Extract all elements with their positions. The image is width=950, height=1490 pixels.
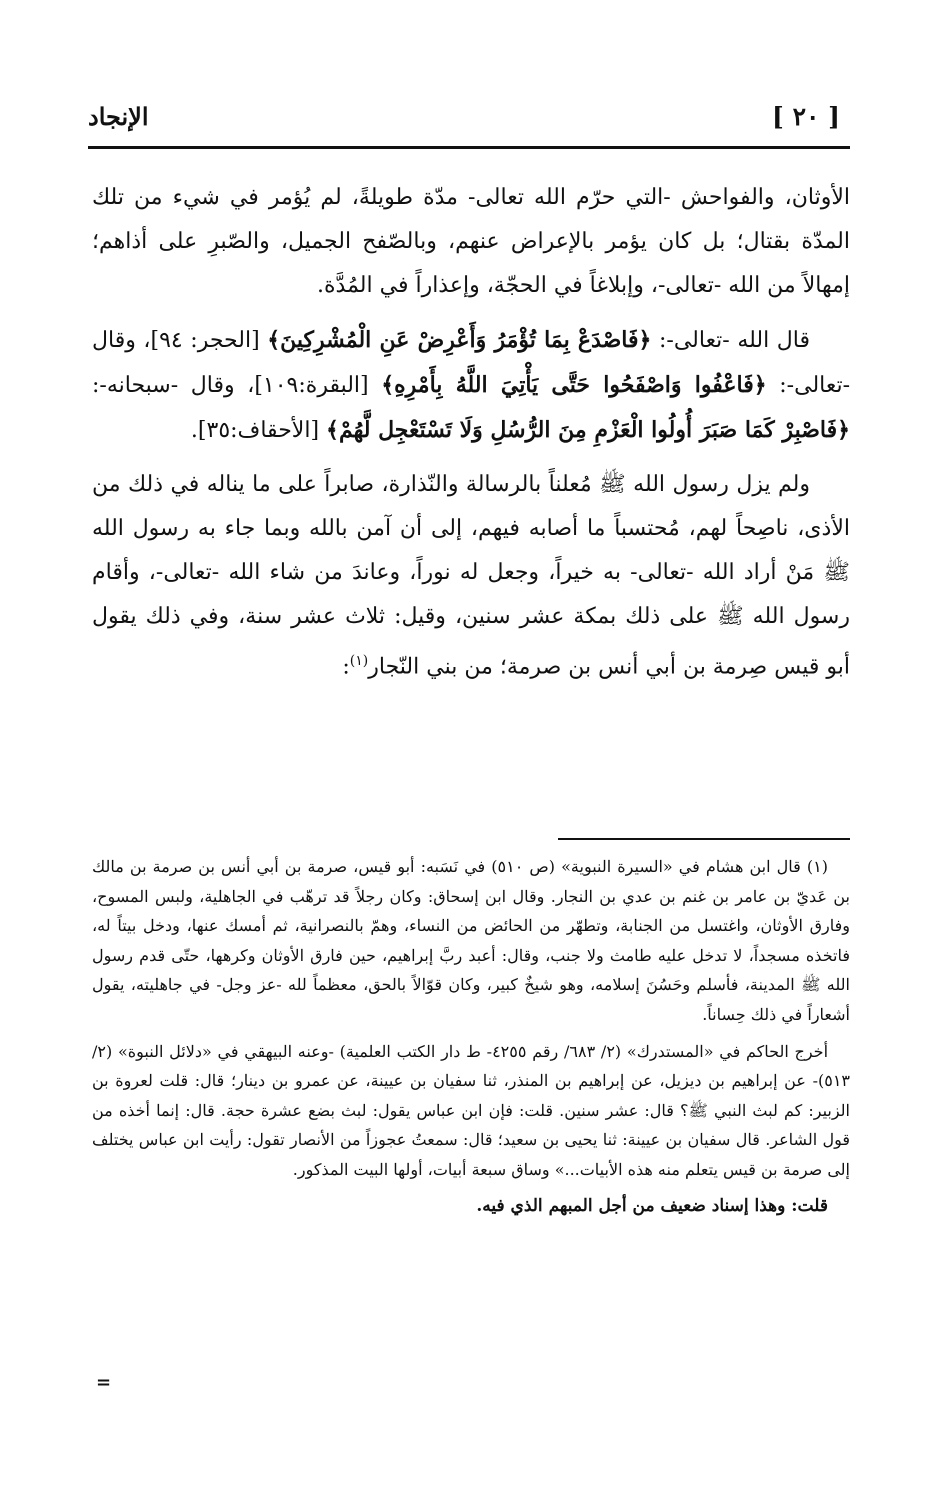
footnote-marker: (١) bbox=[349, 653, 369, 669]
footnote-1: (١) قال ابن هشام في «السيرة النبوية» (ص ٥١٠) في نَسَبه: أبو قيس، صرمة بن أبي أنس بن صرمة بن مالك بن عَديّ بن عامر بن غنم بن عدي بن النجار. وقال ابن إسحاق: وكان رجلاً قد ترهّب في الجاهلية، ولبس المسوح، وفارق الأوثان، واغتسل من الجنابة، وتطهّر من الحائض من النساء، وهمّ بالنصرانية، ثم أمسك عنها، ودخل بيتاً له، فاتخذه مسجداً، لا تدخل عليه طامث ولا جنب، وقال: أعبد ربَّ إبراهيم، حين فارق الأوثان وكرهها، حتّى قدم رسول الله ﷺ المدينة، فأسلم وحَسُنَ إسلامه، وهو شيخٌ كبير، وكان قوّالاً بالحق، معظماً لله -عز وجل- في جاهليته، يقول أشعاراً في ذلك حِساناً. bbox=[92, 857, 851, 1024]
paragraph-quran-verses bbox=[92, 318, 850, 453]
page-header bbox=[88, 100, 850, 146]
main-text bbox=[92, 176, 850, 699]
quran-verse-2: ﴿فَاعْفُوا وَاصْفَحُوا حَتَّى يَأْتِيَ اللَّهُ بِأَمْرِهِ﴾ bbox=[381, 372, 767, 398]
continuation-mark: = bbox=[96, 1372, 112, 1393]
footnote-2: أخرج الحاكم في «المستدرك» (٢/ ٦٨٣/ رقم ٤٢٥٥- ط دار الكتب العلمية) -وعنه البيهقي في «دلائل النبوة» (٢/ ٥١٣)- عن إبراهيم بن ديزيل، عن إبراهيم بن المنذر، ثنا سفيان بن عيينة، عن عمرو بن دينار؛ قال: قلت لعروة بن الزبير: كم لبث النبي ﷺ؟ قال: عشر سنين. قلت: فإن ابن عباس يقول: لبث بضع عشرة حجة. قال: إنما أخذه من قول الشاعر. قال سفيان بن عيينة: ثنا يحيى بن سعيد؛ قال: سمعتُ عجوزاً من الأنصار تقول: رأيت ابن عباس يختلف إلى صرمة بن قيس يتعلم منه هذه الأبيات...» وساق سبعة أبيات، أولها البيت المذكور. bbox=[92, 1041, 850, 1179]
paragraph-3-text: ولم يزل رسول الله ﷺ مُعلناً بالرسالة والنّذارة، صابراً على ما يناله في ذلك من الأذى، ناصِحاً لهم، مُحتسباً ما أصابه فيهم، إلى أن آمن بالله وبما جاء به رسول الله ﷺ مَنْ أراد الله -تعالى- به خيراً، وجعل له نوراً، وعاندَ من شاء الله -تعالى-، وأقام رسول الله ﷺ على ذلك بمكة عشر سنين، وقيل: ثلاث عشر سنة، وفي ذلك يقول أبو قيس صِرمة بن أبي أنس بن صرمة؛ من بني النّجار bbox=[92, 472, 850, 680]
footnotes bbox=[92, 852, 850, 1228]
verse-3-reference: [الأحقاف:٣٥]. bbox=[190, 418, 320, 443]
verse-1-reference: [الحجر: ٩٤]، وقال -تعالى-: bbox=[92, 328, 851, 398]
paragraph-3-end: : bbox=[342, 654, 350, 680]
header-rule bbox=[88, 146, 850, 149]
verse-2-reference: [البقرة:١٠٩]، وقال -سبحانه-: bbox=[92, 373, 369, 398]
footnote-separator bbox=[558, 838, 850, 840]
page-number: [ ٢٠ ] bbox=[772, 102, 840, 131]
quran-verse-3: ﴿فَاصْبِرْ كَمَا صَبَرَ أُولُوا الْعَزْمِ مِنَ الرُّسُلِ وَلَا تَسْتَعْجِل لَّهُمْ﴾ bbox=[326, 417, 850, 443]
quran-verse-1: ﴿فَاصْدَعْ بِمَا تُؤْمَرُ وَأَعْرِضْ عَنِ الْمُشْرِكِينَ﴾ bbox=[267, 327, 652, 353]
paragraph-3 bbox=[92, 463, 850, 689]
book-title: الإنجاد bbox=[88, 102, 149, 131]
paragraph-1: الأوثان، والفواحش -التي حرّم الله تعالى- مدّة طويلةً، لم يُؤمر في شيء من تلك المدّة بقتال؛ بل كان يؤمر بالإعراض عنهم، وبالصّفح الجميل، والصّبرِ على أذاهم؛ إمهالاً من الله -تعالى-، وإبلاغاً في الحجّة، وإعذاراً في المُدَّة. bbox=[92, 185, 850, 298]
verses-intro: قال الله -تعالى-: bbox=[658, 328, 810, 353]
footnote-comment: قلت: وهذا إسناد ضعيف من أجل المبهم الذي فيه. bbox=[476, 1195, 828, 1216]
